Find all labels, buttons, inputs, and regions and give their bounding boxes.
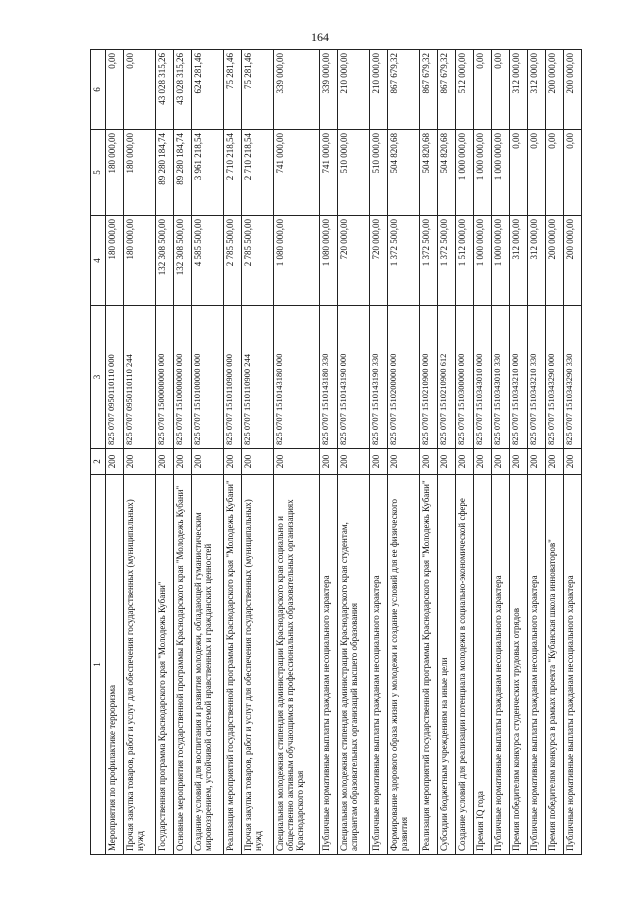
row-rest-amount: 312 000,00: [509, 50, 527, 130]
row-name: Формирование здорового образа жизни у молодежи и создание условий для ее физического развития: [387, 475, 419, 855]
row-ppp-code: 200: [337, 449, 369, 475]
row-budget-code: 825 0707 1510210900 000: [419, 306, 437, 449]
table-row: [491, 50, 509, 855]
row-ppp-code: 200: [155, 449, 173, 475]
row-fact-amount: 1 000 000,00: [473, 130, 491, 216]
table-row: [173, 50, 191, 855]
row-name: Мероприятия по профилактике терроризма: [106, 475, 124, 855]
row-budget-code: 825 0707 0950110110 244: [124, 306, 156, 449]
row-ppp-code: 200: [437, 449, 455, 475]
row-name: Реализация мероприятий государственной программы Краснодарского края "Молодежь Кубани": [419, 475, 437, 855]
row-rest-amount: 210 000,00: [337, 50, 369, 130]
table-row: [155, 50, 173, 855]
row-ppp-code: 200: [369, 449, 387, 475]
page-number: 164: [311, 30, 329, 44]
row-budget-code: 825 0707 1510200000 000: [387, 306, 419, 449]
row-name: Премия IQ года: [473, 475, 491, 855]
table-row: [319, 50, 337, 855]
table-row: [106, 50, 124, 855]
row-fact-amount: 0,00: [563, 130, 581, 216]
row-budget-code: 825 0707 1510110900 244: [241, 306, 273, 449]
row-rest-amount: 210 000,00: [369, 50, 387, 130]
header-col-5: 5: [91, 130, 106, 216]
row-plan-amount: 720 000,00: [337, 216, 369, 306]
row-budget-code: 825 0707 1510000000 000: [173, 306, 191, 449]
row-ppp-code: 200: [419, 449, 437, 475]
row-fact-amount: 89 280 184,74: [155, 130, 173, 216]
table-row: [545, 50, 563, 855]
header-col-6: 6: [91, 50, 106, 130]
row-plan-amount: 1 372 500,00: [437, 216, 455, 306]
table-row: [509, 50, 527, 855]
row-ppp-code: 200: [124, 449, 156, 475]
row-fact-amount: 741 000,00: [273, 130, 319, 216]
row-fact-amount: 2 710 218,54: [223, 130, 241, 216]
row-fact-amount: 510 000,00: [337, 130, 369, 216]
row-rest-amount: 43 028 315,26: [155, 50, 173, 130]
table-row: [437, 50, 455, 855]
row-budget-code: 825 0707 1510143190 330: [369, 306, 387, 449]
row-plan-amount: 1 512 000,00: [455, 216, 473, 306]
rotated-table-wrapper: [90, 50, 582, 855]
row-name: Государственная программа Краснодарского края "Молодежь Кубани": [155, 475, 173, 855]
table-row: [337, 50, 369, 855]
row-name: Прочая закупка товаров, работ и услуг для обеспечения государственных (муниципальных) нужд: [241, 475, 273, 855]
table-header-row: [91, 50, 106, 855]
row-rest-amount: 0,00: [473, 50, 491, 130]
row-fact-amount: 741 000,00: [319, 130, 337, 216]
row-budget-code: 825 0707 1510343210 000: [509, 306, 527, 449]
row-fact-amount: 1 000 000,00: [455, 130, 473, 216]
row-rest-amount: 624 281,46: [192, 50, 224, 130]
row-name: Основные мероприятия государственной программы Краснодарского края "Молодежь Кубани": [173, 475, 191, 855]
row-plan-amount: 200 000,00: [563, 216, 581, 306]
table-body: [106, 50, 582, 855]
row-rest-amount: 0,00: [124, 50, 156, 130]
row-fact-amount: 504 820,68: [419, 130, 437, 216]
table-row: [419, 50, 437, 855]
table-row: [369, 50, 387, 855]
row-rest-amount: 0,00: [491, 50, 509, 130]
row-budget-code: 825 0707 1510143190 000: [337, 306, 369, 449]
row-name: Публичные нормативные выплаты гражданам несоциального характера: [491, 475, 509, 855]
row-plan-amount: 200 000,00: [545, 216, 563, 306]
row-rest-amount: 200 000,00: [545, 50, 563, 130]
row-fact-amount: 2 710 218,54: [241, 130, 273, 216]
row-name: Премия победителям конкурса в рамках проекта "Кубанская школа инноваторов": [545, 475, 563, 855]
row-budget-code: 825 0707 1510143180 330: [319, 306, 337, 449]
row-name: Специальная молодежная стипендия администрации Краснодарского края студентам, аспирантам образовательных организаций высшего образования: [337, 475, 369, 855]
row-name: Создание условий для воспитания и развития молодежи, обладающей гуманистическим мировоззрением, устойчивой системой нравственных и гражданских ценностей: [192, 475, 224, 855]
row-rest-amount: 0,00: [106, 50, 124, 130]
row-plan-amount: 132 308 500,00: [155, 216, 173, 306]
row-fact-amount: 0,00: [509, 130, 527, 216]
row-rest-amount: 867 679,32: [387, 50, 419, 130]
row-budget-code: 825 0707 1510143180 000: [273, 306, 319, 449]
row-budget-code: 825 0707 1500000000 000: [155, 306, 173, 449]
row-ppp-code: 200: [387, 449, 419, 475]
row-fact-amount: 504 820,68: [387, 130, 419, 216]
row-budget-code: 825 0707 0950110110 000: [106, 306, 124, 449]
row-plan-amount: 720 000,00: [369, 216, 387, 306]
row-name: Создание условий для реализации потенциала молодежи в социально-экономической сфере: [455, 475, 473, 855]
row-ppp-code: 200: [223, 449, 241, 475]
row-plan-amount: 1 080 000,00: [273, 216, 319, 306]
row-plan-amount: 180 000,00: [106, 216, 124, 306]
row-plan-amount: 312 000,00: [509, 216, 527, 306]
row-plan-amount: 2 785 500,00: [241, 216, 273, 306]
row-ppp-code: 200: [192, 449, 224, 475]
row-ppp-code: 200: [241, 449, 273, 475]
table-row: [273, 50, 319, 855]
row-name: Субсидии бюджетным учреждениям на иные цели: [437, 475, 455, 855]
row-fact-amount: 0,00: [545, 130, 563, 216]
row-rest-amount: 339 000,00: [273, 50, 319, 130]
table-row: [473, 50, 491, 855]
table-row: [192, 50, 224, 855]
row-rest-amount: 75 281,46: [223, 50, 241, 130]
table-row: [124, 50, 156, 855]
row-name: Премия победителям конкурса студенческих трудовых отрядов: [509, 475, 527, 855]
row-name: Реализация мероприятий государственной программы Краснодарского края "Молодежь Кубани": [223, 475, 241, 855]
table-row: [387, 50, 419, 855]
row-plan-amount: 180 000,00: [124, 216, 156, 306]
row-fact-amount: 1 000 000,00: [491, 130, 509, 216]
header-col-3: 3: [91, 306, 106, 449]
row-budget-code: 825 0707 1510343210 330: [527, 306, 545, 449]
row-ppp-code: 200: [106, 449, 124, 475]
row-plan-amount: 2 785 500,00: [223, 216, 241, 306]
table-row: [527, 50, 545, 855]
table-row: [455, 50, 473, 855]
row-rest-amount: 512 000,00: [455, 50, 473, 130]
row-budget-code: 825 0707 1510300000 000: [455, 306, 473, 449]
row-ppp-code: 200: [545, 449, 563, 475]
row-name: Публичные нормативные выплаты гражданам несоциального характера: [319, 475, 337, 855]
row-name: Публичные нормативные выплаты гражданам несоциального характера: [527, 475, 545, 855]
row-budget-code: 825 0707 1510100000 000: [192, 306, 224, 449]
row-plan-amount: 1 000 000,00: [473, 216, 491, 306]
row-budget-code: 825 0707 1510110900 000: [223, 306, 241, 449]
row-budget-code: 825 0707 1510210900 612: [437, 306, 455, 449]
row-plan-amount: 1 372 500,00: [387, 216, 419, 306]
row-budget-code: 825 0707 1510343290 000: [545, 306, 563, 449]
row-ppp-code: 200: [173, 449, 191, 475]
row-rest-amount: 867 679,32: [437, 50, 455, 130]
row-plan-amount: 1 372 500,00: [419, 216, 437, 306]
row-name: Публичные нормативные выплаты гражданам несоциального характера: [563, 475, 581, 855]
row-ppp-code: 200: [509, 449, 527, 475]
row-budget-code: 825 0707 1510343010 330: [491, 306, 509, 449]
row-fact-amount: 180 000,00: [124, 130, 156, 216]
row-ppp-code: 200: [527, 449, 545, 475]
row-fact-amount: 510 000,00: [369, 130, 387, 216]
row-ppp-code: 200: [491, 449, 509, 475]
row-name: Публичные нормативные выплаты гражданам несоциального характера: [369, 475, 387, 855]
row-rest-amount: 339 000,00: [319, 50, 337, 130]
table-row: [223, 50, 241, 855]
row-fact-amount: 180 000,00: [106, 130, 124, 216]
row-rest-amount: 75 281,46: [241, 50, 273, 130]
row-ppp-code: 200: [563, 449, 581, 475]
row-ppp-code: 200: [473, 449, 491, 475]
header-col-4: 4: [91, 216, 106, 306]
row-plan-amount: 132 308 500,00: [173, 216, 191, 306]
row-rest-amount: 867 679,32: [419, 50, 437, 130]
row-plan-amount: 4 585 500,00: [192, 216, 224, 306]
row-rest-amount: 200 000,00: [563, 50, 581, 130]
row-ppp-code: 200: [273, 449, 319, 475]
row-ppp-code: 200: [455, 449, 473, 475]
row-fact-amount: 89 280 184,74: [173, 130, 191, 216]
row-fact-amount: 504 820,68: [437, 130, 455, 216]
row-name: Прочая закупка товаров, работ и услуг для обеспечения государственных (муниципальных) нужд: [124, 475, 156, 855]
row-rest-amount: 312 000,00: [527, 50, 545, 130]
header-col-1: 1: [91, 475, 106, 855]
row-budget-code: 825 0707 1510343290 330: [563, 306, 581, 449]
row-plan-amount: 1 000 000,00: [491, 216, 509, 306]
row-plan-amount: 312 000,00: [527, 216, 545, 306]
table-row: [241, 50, 273, 855]
row-budget-code: 825 0707 1510343010 000: [473, 306, 491, 449]
row-plan-amount: 1 080 000,00: [319, 216, 337, 306]
row-fact-amount: 0,00: [527, 130, 545, 216]
row-name: Специальная молодежная стипендия администрации Краснодарского края социально и общественно активным обучающимся в профессиональных образовательных организациях Краснодарского края: [273, 475, 319, 855]
row-fact-amount: 3 961 218,54: [192, 130, 224, 216]
row-rest-amount: 43 028 315,26: [173, 50, 191, 130]
table-row: [563, 50, 581, 855]
header-col-2: 2: [91, 449, 106, 475]
row-ppp-code: 200: [319, 449, 337, 475]
budget-table: [90, 49, 582, 855]
